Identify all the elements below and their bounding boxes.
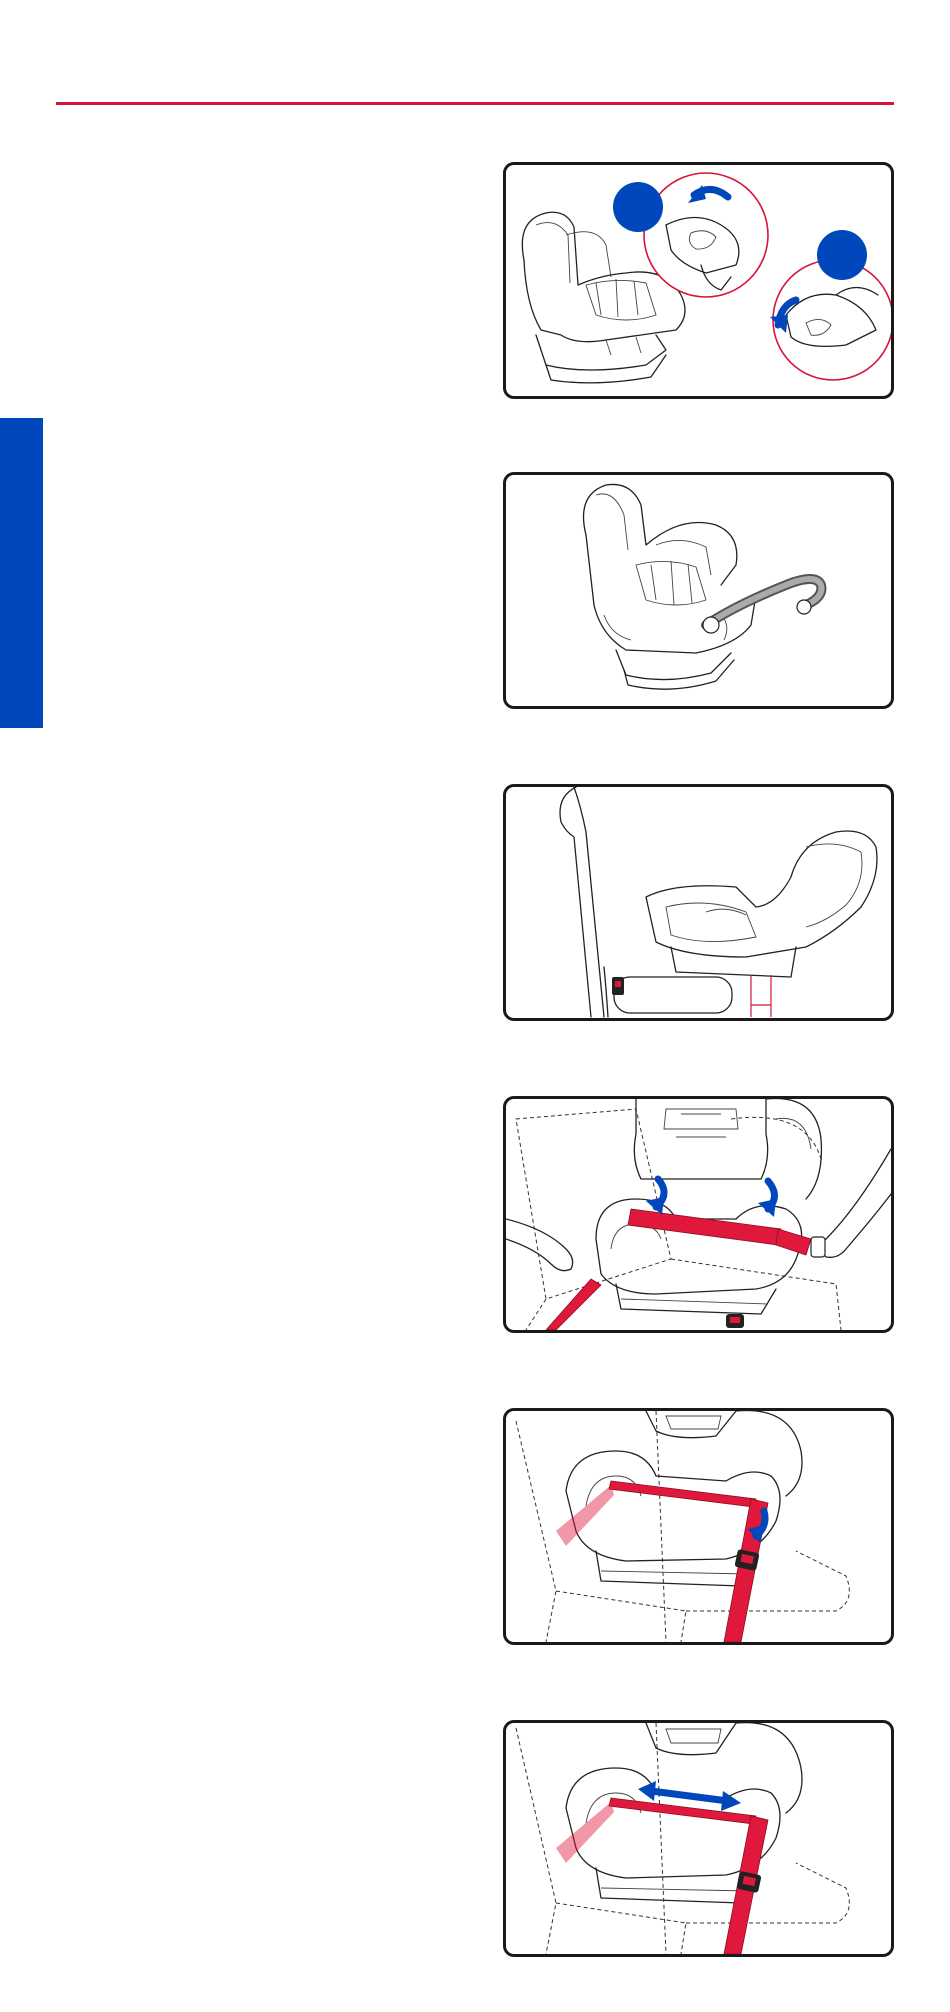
routing-vehicle-belt-illustration — [506, 1099, 891, 1330]
step-1-panel — [503, 162, 894, 399]
tighten-belt-illustration — [506, 1723, 891, 1954]
section-side-tab — [0, 418, 43, 728]
step-text-column-3 — [56, 784, 476, 1021]
step-text-column-6 — [56, 1720, 476, 1957]
recline-handle-squeeze-illustration — [506, 165, 891, 396]
step-2-panel — [503, 472, 894, 709]
belt-buckled-through-path-illustration — [506, 1411, 891, 1642]
step-6-panel — [503, 1720, 894, 1957]
callout-badge-2 — [817, 230, 867, 280]
step-text-column-4 — [56, 1096, 476, 1333]
header-rule — [56, 102, 894, 105]
step-5-panel — [503, 1408, 894, 1645]
step-3-panel — [503, 784, 894, 1021]
step-4-panel — [503, 1096, 894, 1333]
seat-on-vehicle-seat-side-view-illustration — [506, 787, 891, 1018]
step-text-column-5 — [56, 1408, 476, 1645]
callout-badge-1 — [613, 182, 663, 232]
step-text-column-1 — [56, 160, 476, 397]
step-text-column-2 — [56, 472, 476, 709]
carry-handle-seat-illustration — [506, 475, 891, 706]
